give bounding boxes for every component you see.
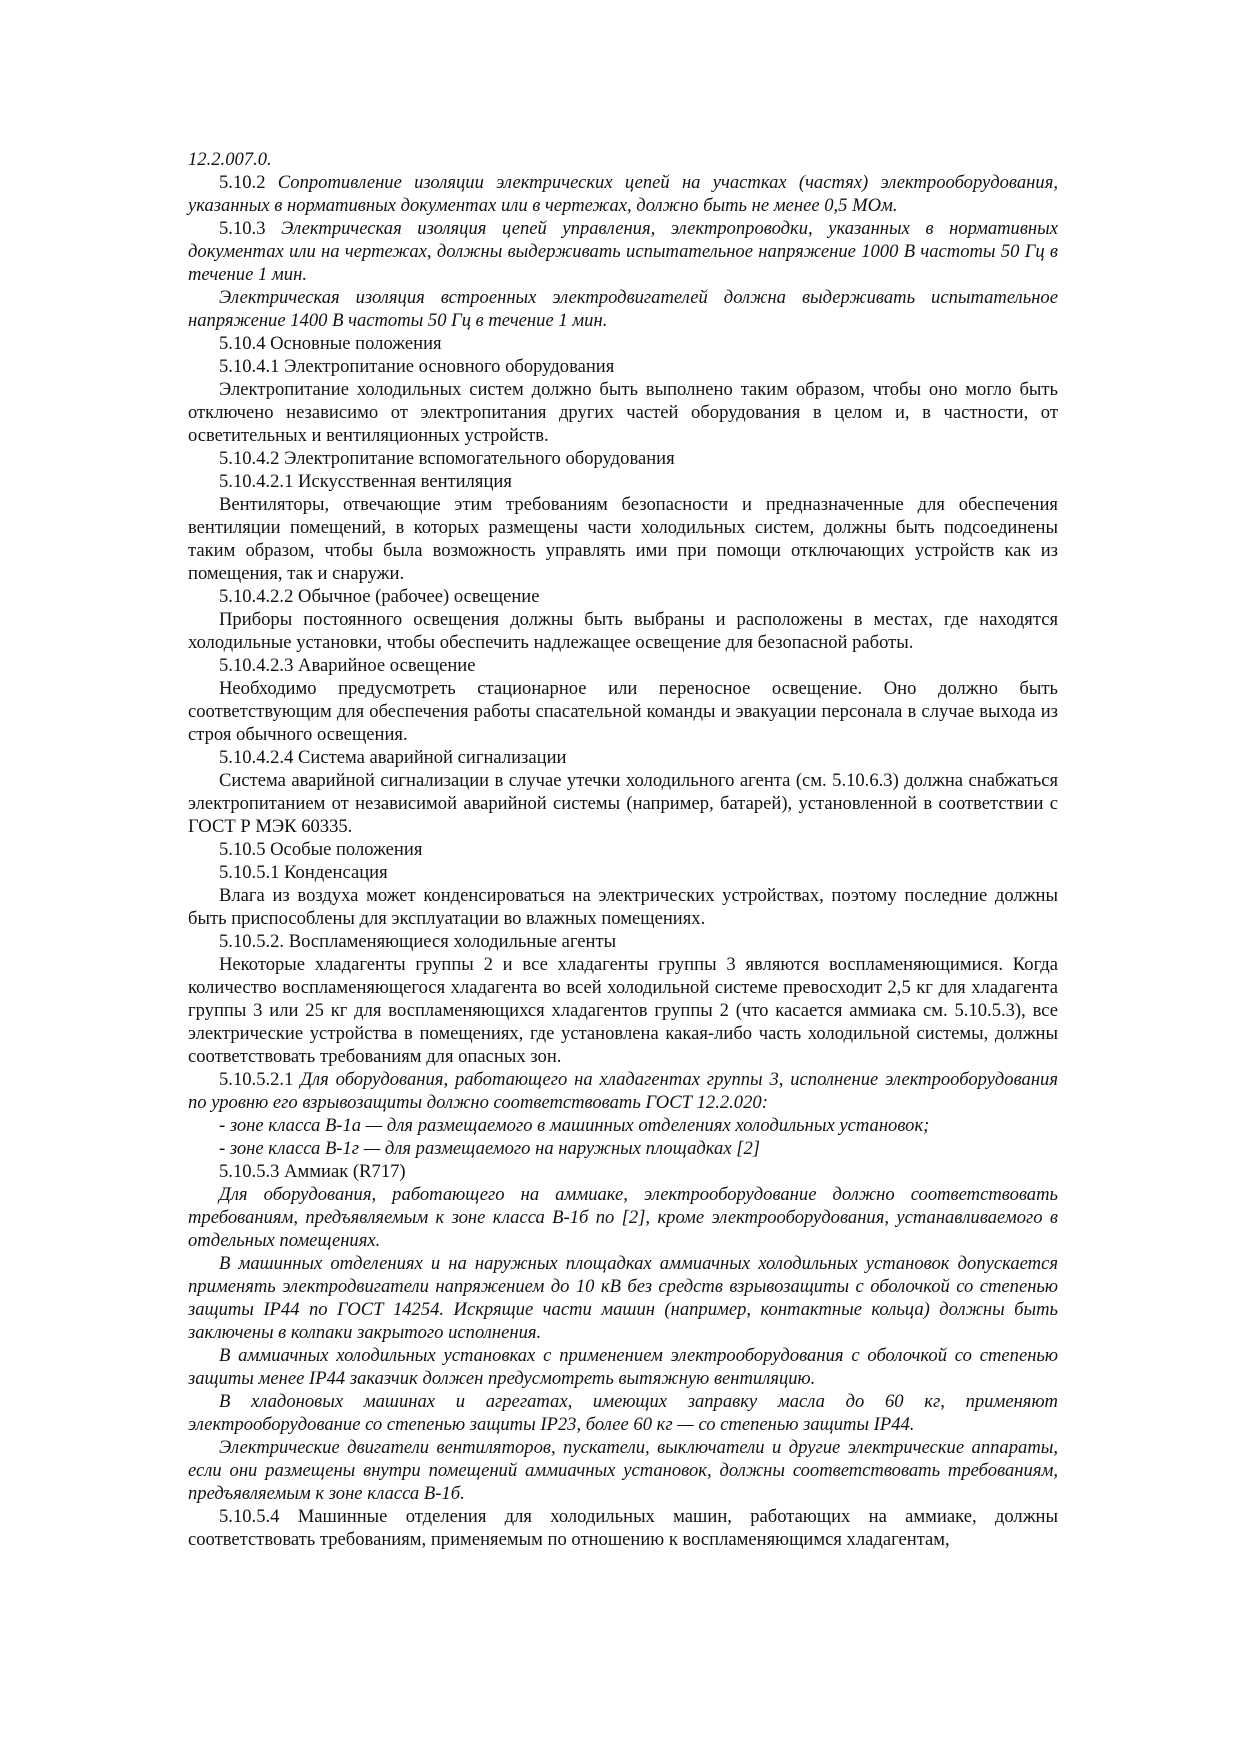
paragraph [188, 286, 1058, 332]
text-run: 5.10.4.2.4 Система аварийной сигнализации [219, 747, 567, 768]
paragraph [188, 332, 1058, 355]
paragraph [188, 585, 1058, 608]
paragraph [188, 654, 1058, 677]
paragraph [188, 447, 1058, 470]
text-run: Сопротивление изоляции электрических цепей на участках (частях) электрооборудования, указанных в нормативных документах или в чертежах, должно быть не менее 0,5 МОм. [188, 172, 1058, 216]
text-run: Электропитание холодильных систем должно быть выполнено таким образом, чтобы оно могло быть отключено независимо от электропитания других частей оборудования в целом и, в частности, от осветительных и вентиляционных устройств. [188, 379, 1058, 446]
text-run: Приборы постоянного освещения должны быть выбраны и расположены в местах, где находятся холодильные установки, чтобы обеспечить надлежащее освещение для безопасной работы. [188, 609, 1058, 653]
text-run: 5.10.5.2. Воспламеняющиеся холодильные агенты [219, 931, 617, 952]
paragraph [188, 217, 1058, 286]
text-run: Электрическая изоляция встроенных электродвигателей должна выдерживать испытательное напряжение 1400 В частоты 50 Гц в течение 1 мин. [188, 287, 1058, 331]
text-run: 5.10.5 Особые положения [219, 839, 423, 860]
text-run: 5.10.5.4 Машинные отделения для холодильных машин, работающих на аммиаке, должны соответствовать требованиям, применяемым по отношению к воспламеняющимся хладагентам, [188, 1506, 1058, 1550]
text-run: 5.10.5.1 Конденсация [219, 862, 388, 883]
paragraph [188, 148, 1058, 171]
text-run: В машинных отделениях и на наружных площадках аммиачных холодильных установок допускается применять электродвигатели напряжением до 10 кВ без средств взрывозащиты с оболочкой со степенью защиты IP44 по ГОСТ 14254. Искрящие части машин (например, контактные кольца) должны быть заключены в колпаки закрытого исполнения. [188, 1253, 1058, 1343]
text-run: Электрическая изоляция цепей управления, электропроводки, указанных в нормативных документах или на чертежах, должны выдерживать испытательное напряжение 1000 В частоты 50 Гц в течение 1 мин. [188, 218, 1058, 285]
text-run: Влага из воздуха может конденсироваться на электрических устройствах, поэтому последние должны быть приспособлены для эксплуатации во влажных помещениях. [188, 885, 1058, 929]
paragraph [188, 1114, 1058, 1137]
paragraph [188, 608, 1058, 654]
document-page [188, 148, 1058, 1551]
paragraph [188, 1160, 1058, 1183]
paragraph [188, 1252, 1058, 1344]
paragraph [188, 746, 1058, 769]
paragraph [188, 953, 1058, 1068]
paragraph [188, 1390, 1058, 1436]
text-run: В хладоновых машинах и агрегатах, имеющих заправку масла до 60 кг, применяют электрооборудование со степенью защиты IP23, более 60 кг — со степенью защиты IP44. [188, 1391, 1058, 1435]
text-run: Электрические двигатели вентиляторов, пускатели, выключатели и другие электрические аппараты, если они размещены внутри помещений аммиачных установок, должны соответствовать требованиям, предъявляемым к зоне класса В-1б. [188, 1437, 1058, 1504]
paragraph [188, 493, 1058, 585]
paragraph [188, 378, 1058, 447]
text-run: 5.10.4 Основные положения [219, 333, 442, 354]
paragraph [188, 1068, 1058, 1114]
paragraph [188, 1436, 1058, 1505]
text-run: 5.10.4.1 Электропитание основного оборудования [219, 356, 615, 377]
text-run: Система аварийной сигнализации в случае утечки холодильного агента (см. 5.10.6.3) должна снабжаться электропитанием от независимой аварийной системы (например, батарей), установленной в соответствии с ГОСТ Р МЭК 60335. [188, 770, 1058, 837]
paragraph [188, 1505, 1058, 1551]
paragraph [188, 355, 1058, 378]
paragraph [188, 470, 1058, 493]
text-run: 5.10.4.2.3 Аварийное освещение [219, 655, 476, 676]
text-run: 5.10.4.2 Электропитание вспомогательного оборудования [219, 448, 675, 469]
text-run: Для оборудования, работающего на хладагентах группы 3, исполнение электрооборудования по уровню его взрывозащиты должно соответствовать ГОСТ 12.2.020: [188, 1069, 1058, 1113]
paragraph [188, 861, 1058, 884]
paragraph [188, 1137, 1058, 1160]
text-run: 5.10.2 [219, 172, 278, 193]
text-run: 12.2.007.0. [188, 149, 272, 170]
paragraph [188, 838, 1058, 861]
paragraph [188, 930, 1058, 953]
text-run: 5.10.4.2.1 Искусственная вентиляция [219, 471, 512, 492]
text-run: 5.10.4.2.2 Обычное (рабочее) освещение [219, 586, 540, 607]
text-run: - зоне класса В-1г — для размещаемого на наружных площадках [2] [219, 1138, 761, 1159]
text-run: - зоне класса В-1а — для размещаемого в машинных отделениях холодильных установок; [219, 1115, 930, 1136]
text-run: Для оборудования, работающего на аммиаке, электрооборудование должно соответствовать требованиям, предъявляемым к зоне класса В-1б по [2], кроме электрооборудования, устанавливаемого в отдельных помещениях. [188, 1184, 1058, 1251]
paragraph [188, 769, 1058, 838]
paragraph [188, 1344, 1058, 1390]
paragraph [188, 171, 1058, 217]
paragraph [188, 677, 1058, 746]
text-run: Некоторые хладагенты группы 2 и все хладагенты группы 3 являются воспламеняющимися. Когда количество воспламеняющегося хладагента во всей холодильной системе превосходит 2,5 кг для хладагента группы 3 или 25 кг для воспламеняющихся хладагентов группы 2 (что касается аммиака см. 5.10.5.3), все электрические устройства в помещениях, где установлена какая-либо часть холодильной системы, должны соответствовать требованиям для опасных зон. [188, 954, 1058, 1067]
text-run: 5.10.5.3 Аммиак (R717) [219, 1161, 406, 1182]
text-run: Вентиляторы, отвечающие этим требованиям безопасности и предназначенные для обеспечения вентиляции помещений, в которых размещены части холодильных систем, должны быть подсоединены таким образом, чтобы была возможность управлять ими при помощи отключающих устройств как из помещения, так и снаружи. [188, 494, 1058, 584]
text-run: В аммиачных холодильных установках с применением электрооборудования с оболочкой со степенью защиты менее IP44 заказчик должен предусмотреть вытяжную вентиляцию. [188, 1345, 1058, 1389]
paragraph [188, 1183, 1058, 1252]
text-run: 5.10.5.2.1 [219, 1069, 301, 1090]
paragraph [188, 884, 1058, 930]
text-run: Необходимо предусмотреть стационарное или переносное освещение. Оно должно быть соответствующим для обеспечения работы спасательной команды и эвакуации персонала в случае выхода из строя обычного освещения. [188, 678, 1058, 745]
text-run: 5.10.3 [219, 218, 282, 239]
